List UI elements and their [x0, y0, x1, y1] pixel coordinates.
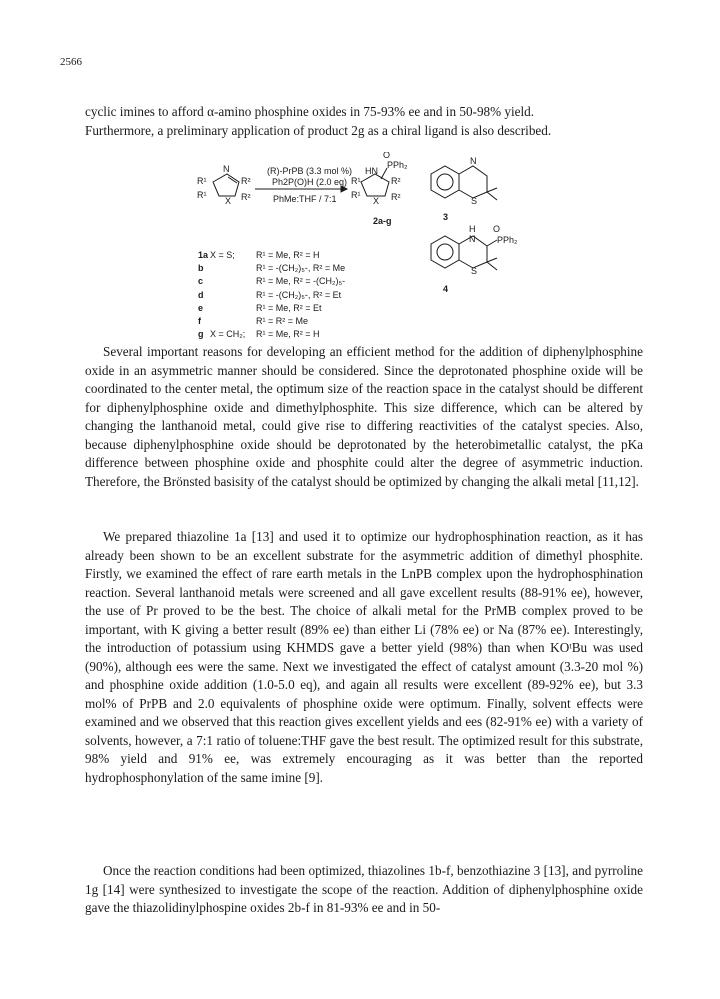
product-o: O	[383, 152, 391, 160]
compound4-pph2: PPh₂	[497, 235, 518, 245]
reactant-r1-top: R¹	[197, 176, 207, 186]
compound4-s: S	[471, 266, 478, 276]
compound4-n: N	[469, 234, 476, 244]
benzothiazine-3-ring	[459, 166, 487, 198]
reactant-r1-bottom: R¹	[197, 190, 207, 200]
reactant-r2-top: R²	[241, 176, 251, 186]
compound-row: f R¹ = R² = Me	[198, 316, 309, 327]
compound3-n: N	[470, 156, 477, 166]
paragraph-2: We prepared thiazoline 1a [13] and used it to optimize our hydrophosphination reaction, as it has already been shown to be an excellent substrate for the asymmetric addition of dimethyl phosphite. Firstly, we examined the effect of rare earth metals in the LnPB complex upon the hydrophosphination reaction. Several lanthanoid metals were screened and all gave excellent results (88-91% ee), however, the use of Pr proved to be the best. The choice of alkali metal for the PrMB complex proved to be important, with K giving a better result (89% ee) than either Li (78% ee) or Na (87% ee). Interestingly, the introduction of potassium using KHMDS gave a better yield (98%) than when KOᵗBu was used (90%), although ees were the same. Next we investigated the effect of catalyst amount (3.3-20 mol %) and phosphine oxide addition (1.0-5.0 eq), and again all results were excellent (89-92% ee), but 3.3 mol% of PrPB and 2.0 equivalents of phosphine oxide were optimum. Finally, solvent effects were examined and we observed that this reaction gives excellent yields and ees (82-91% ee) with a variety of solvents, however, a 7:1 ratio of toluene:THF gave the best result. The optimized result for this substrate, 98% yield and 91% ee, was extremely encouraging as it was better than the reported hydrophosphonylation of the same imine [9].	[85, 529, 643, 785]
scheme-reagent: Ph2P(O)H (2.0 eq)	[272, 177, 348, 187]
product-ring	[361, 174, 389, 196]
compound3-s: S	[471, 196, 478, 206]
paragraph-1: Several important reasons for developing an efficient method for the addition of diphenylphosphine oxide in an asymmetric manner should be considered. Since the deprotonated phosphine oxide will be coordinated to the center metal, the optimum size of the reaction space in the catalyst should be different for diphenylphosphine oxide and dimethylphosphite. This size difference, which can be altered by changing the lanthanoid metal, could give rise to differing reactivities of the catalyst species. Also, because diphenylphosphine oxide should be deprotonated by the heterobimetallic catalyst, the pKa difference between phosphine oxide and phosphite could alter the degree of asymmetric induction. Therefore, the Brönsted basisity of the catalyst should be optimized by changing the alkali metal [11,12].	[85, 344, 643, 489]
compound-list	[198, 249, 345, 341]
compound-row: b R¹ = -(CH₂)₅-, R² = Me	[198, 263, 346, 274]
compound-row: d R¹ = -(CH₂)₅-, R² = Et	[198, 289, 342, 300]
scheme-catalyst: (R)-PrPB (3.3 mol %)	[267, 166, 353, 176]
product-r1-top: R¹	[351, 176, 361, 186]
product-pph2: PPh₂	[387, 160, 408, 170]
compound3-label: 3	[443, 212, 449, 222]
product-label: 2a-g	[373, 216, 392, 226]
intro-line-2: Furthermore, a preliminary application of product 2g as a chiral ligand is also described.	[85, 122, 552, 138]
reactant-r2-bottom: R²	[241, 192, 251, 202]
benzothiazine-3-benzene	[431, 166, 459, 198]
compound-row: g X = CH₂; R¹ = Me, R² = H	[198, 329, 320, 340]
reactant-n: N	[223, 164, 230, 174]
benzothiazine-4-benzene	[431, 236, 459, 268]
paragraph-3: Once the reaction conditions had been optimized, thiazolines 1b-f, benzothiazine 3 [13], and pyrroline 1g [14] were synthesized to investigate the scope of the reaction. Addition of diphenylphosphine oxide gave the thiazolidinylphospine oxides 2b-f in 81-93% ee and in 50-	[85, 863, 643, 915]
compound4-o: O	[493, 224, 501, 234]
product-hn: HN	[365, 166, 378, 176]
reactant-x: X	[225, 196, 232, 206]
compound-row: c R¹ = Me, R² = -(CH₂)₅-	[198, 276, 346, 287]
product-r2-bottom: R²	[391, 192, 401, 202]
intro-paragraph	[85, 103, 643, 140]
compound-row: 1a X = S; R¹ = Me, R² = H	[198, 250, 320, 260]
product-r2-top: R²	[391, 176, 401, 186]
product-x: X	[373, 196, 380, 206]
compound4-label: 4	[443, 284, 449, 294]
compound4-h: H	[469, 224, 476, 234]
reactant-ring	[213, 174, 239, 196]
scheme-solvent: PhMe:THF / 7:1	[273, 194, 337, 204]
page-number: 2566	[60, 56, 82, 68]
compound-row: e R¹ = Me, R² = Et	[198, 302, 322, 313]
intro-line-1: cyclic imines to afford α-amino phosphine oxides in 75-93% ee and in 50-98% yield.	[85, 104, 535, 119]
product-r1-bottom: R¹	[351, 190, 361, 200]
